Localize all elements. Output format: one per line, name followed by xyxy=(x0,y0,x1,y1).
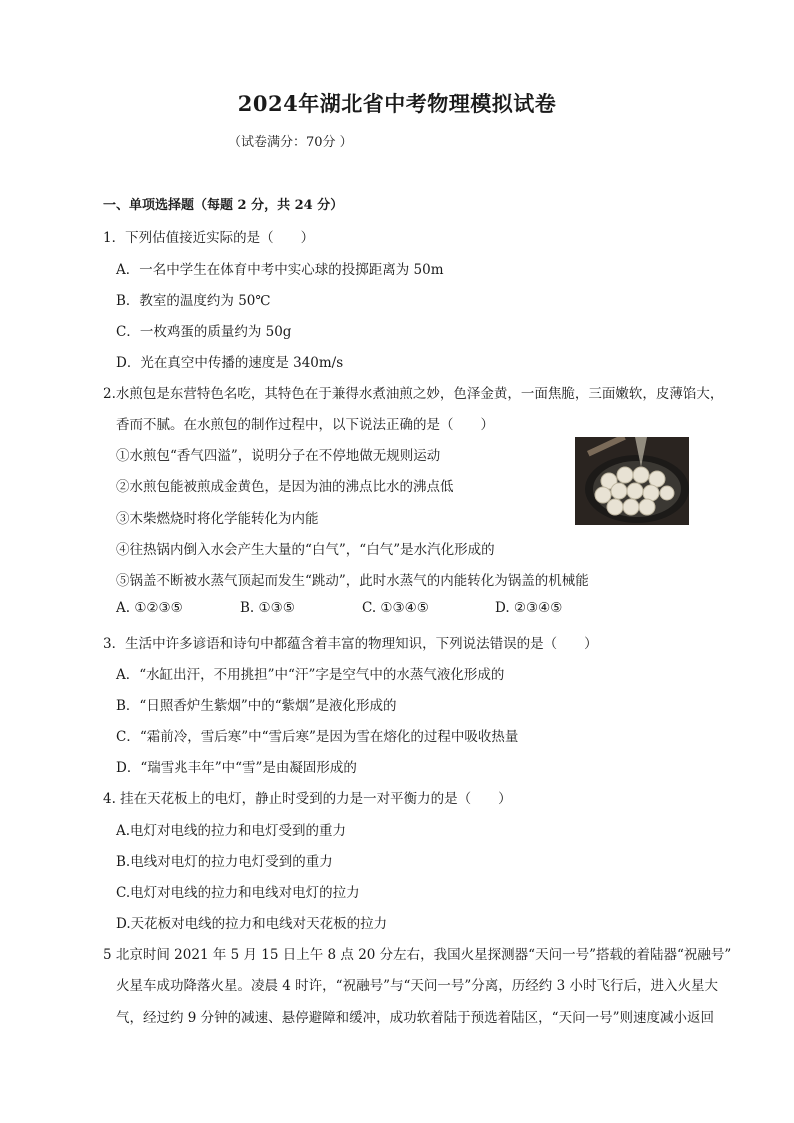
question-4-option-a: A.电灯对电线的拉力和电灯受到的重力 xyxy=(116,823,347,839)
question-4-option-b: B.电线对电灯的拉力电灯受到的重力 xyxy=(116,854,333,870)
question-2-stem-line-2: 香而不腻。在水煎包的制作过程中，以下说法正确的是（ ） xyxy=(116,417,494,433)
question-2-option-b: B. ①③⑤ xyxy=(240,600,295,616)
question-1-option-c: C．一枚鸡蛋的质量约为 50g xyxy=(116,324,292,340)
question-2-statement-3: ③木柴燃烧时将化学能转化为内能 xyxy=(116,511,319,527)
question-4-option-d: D.天花板对电线的拉力和电线对天花板的拉力 xyxy=(116,916,388,932)
question-3-option-d: D．“瑞雪兆丰年”中“雪”是由凝固形成的 xyxy=(116,760,357,776)
question-5-line-3: 气，经过约 9 分钟的减速、悬停避障和缓冲，成功软着陆于预选着陆区，“天问一号”则速度减小返回 xyxy=(116,1010,714,1026)
question-2-statement-2: ②水煎包能被煎成金黄色，是因为油的沸点比水的沸点低 xyxy=(116,479,454,495)
question-2-statement-1: ①水煎包“香气四溢”，说明分子在不停地做无规则运动 xyxy=(116,448,441,464)
question-1-stem: 1．下列估值接近实际的是（ ） xyxy=(103,230,315,246)
question-2-statement-4: ④往热锅内倒入水会产生大量的“白气”，“白气”是水汽化形成的 xyxy=(116,542,495,558)
section-heading: 一、单项选择题（每题 2 分，共 24 分） xyxy=(103,198,344,213)
question-3-stem: 3．生活中许多谚语和诗句中都蕴含着丰富的物理知识，下列说法错误的是（ ） xyxy=(103,636,598,652)
question-4-option-c: C.电灯对电线的拉力和电线对电灯的拉力 xyxy=(116,885,360,901)
question-5-line-2: 火星车成功降落火星。凌晨 4 时许，“祝融号”与“天问一号”分离，历经约 3 小时飞行后，进入火星大 xyxy=(116,978,718,994)
question-2-statement-5: ⑤锅盖不断被水蒸气顶起而发生“跳动”，此时水蒸气的内能转化为锅盖的机械能 xyxy=(116,573,589,589)
question-1-option-b: B．教室的温度约为 50℃ xyxy=(116,293,271,309)
question-3-option-b: B．“日照香炉生紫烟”中的“紫烟”是液化形成的 xyxy=(116,698,397,714)
question-1-option-a: A．一名中学生在体育中考中实心球的投掷距离为 50m xyxy=(116,262,444,278)
question-3-option-c: C．“霜前冷，雪后寒”中“雪后寒”是因为雪在熔化的过程中吸收热量 xyxy=(116,729,519,745)
question-2-stem-line-1: 2.水煎包是东营特色名吃，其特色在于兼得水煮油煎之妙，色泽金黄，一面焦脆，三面嫩软，皮薄馅大， xyxy=(103,386,724,402)
question-3-option-a: A．“水缸出汗，不用挑担”中“汗”字是空气中的水蒸气液化形成的 xyxy=(116,667,505,683)
page-title: 2024年湖北省中考物理模拟试卷 xyxy=(237,91,557,116)
question-2-option-a: A. ①②③⑤ xyxy=(116,600,183,616)
dumpling-pan-photo xyxy=(575,437,689,525)
question-1-option-d: D．光在真空中传播的速度是 340m/s xyxy=(116,355,344,371)
page-subtitle: （试卷满分：70分 ） xyxy=(228,135,353,150)
question-4-stem: 4. 挂在天花板上的电灯，静止时受到的力是一对平衡力的是（ ） xyxy=(103,791,512,807)
question-2-option-c: C. ①③④⑤ xyxy=(362,600,429,616)
question-2-option-d: D. ②③④⑤ xyxy=(495,600,563,616)
question-5-line-1: 5 北京时间 2021 年 5 月 15 日上午 8 点 20 分左右，我国火星探测器“天问一号”搭载的着陆器“祝融号” xyxy=(103,947,732,963)
